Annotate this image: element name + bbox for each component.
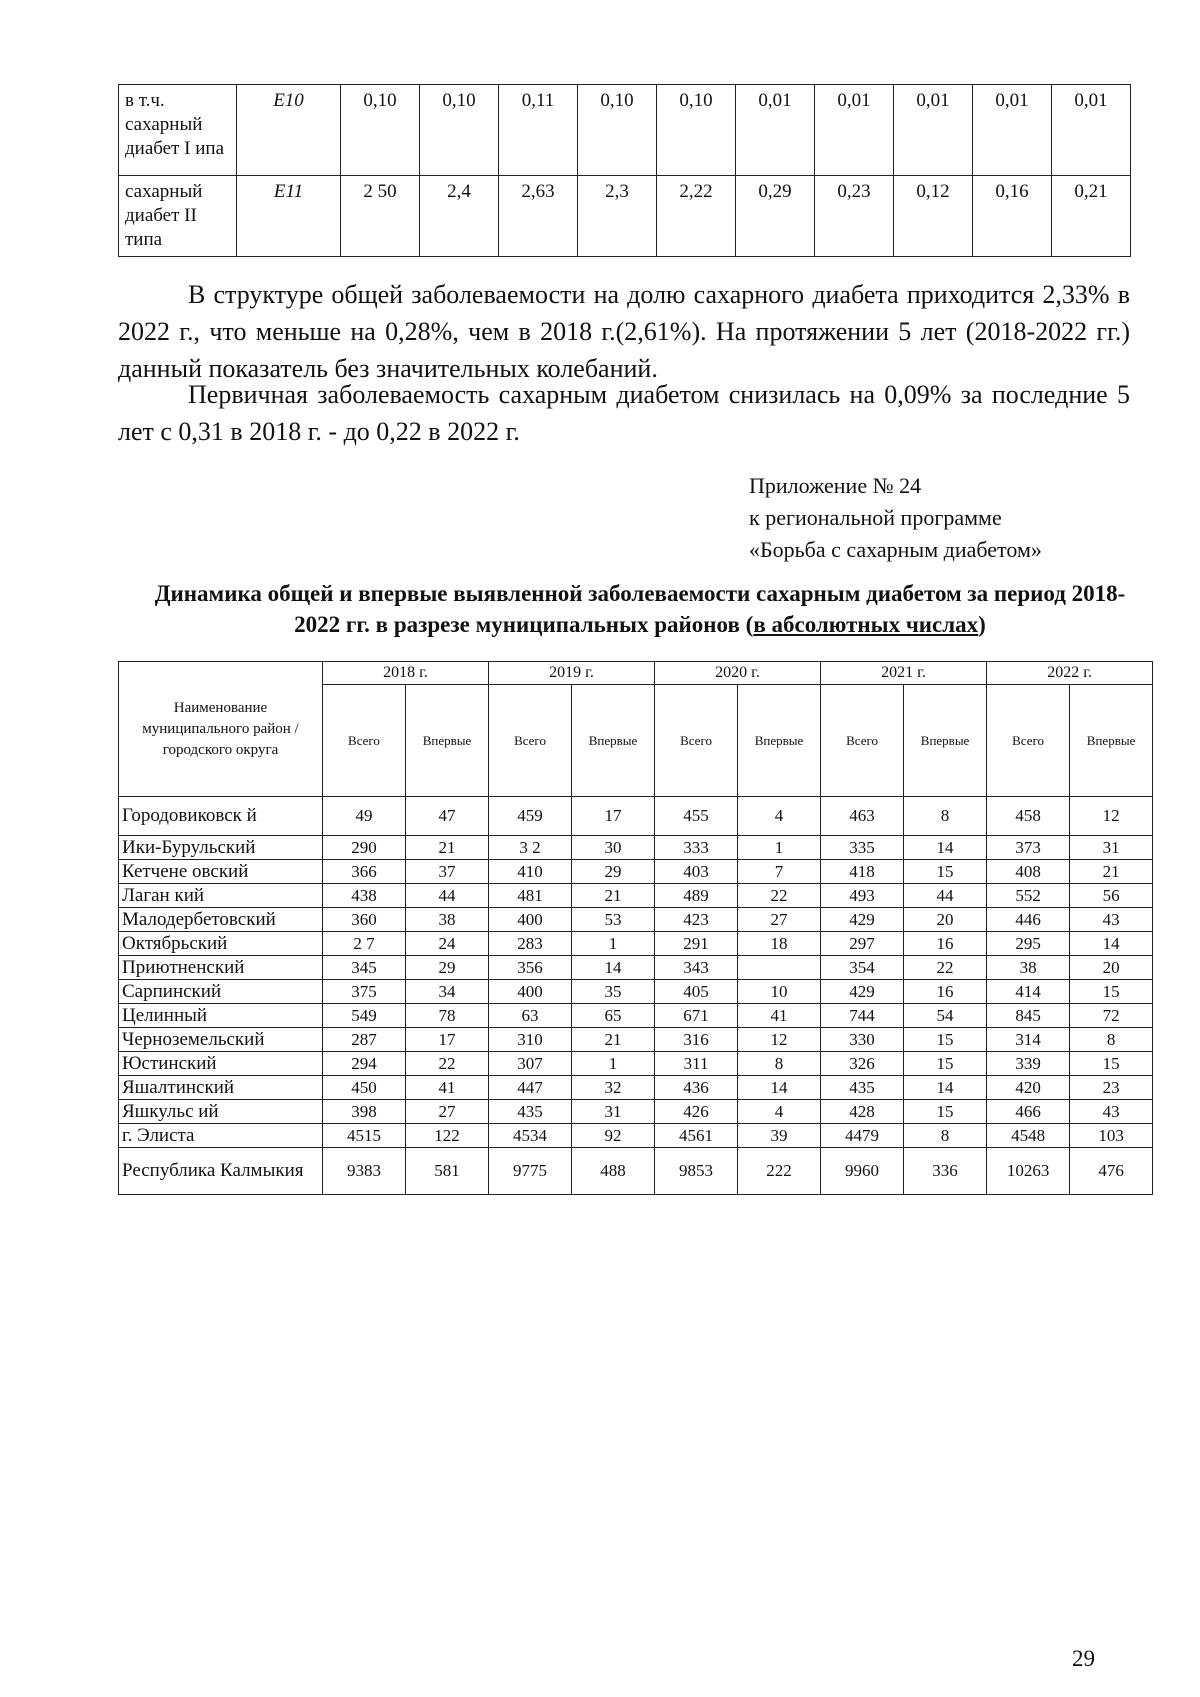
table-cell: 671	[655, 1004, 738, 1028]
column-header-total: Всего	[655, 685, 738, 797]
table-row	[119, 956, 1153, 980]
icd-code: E10	[237, 85, 341, 176]
table-cell: 9383	[323, 1148, 406, 1195]
table-cell	[738, 956, 821, 980]
table-cell: 23	[1070, 1076, 1153, 1100]
table-cell: 12	[1070, 797, 1153, 836]
table-cell: 420	[987, 1076, 1070, 1100]
header-row-years	[119, 662, 1153, 685]
table-cell: 2 7	[323, 932, 406, 956]
table-cell: 39	[738, 1124, 821, 1148]
table-cell: 20	[1070, 956, 1153, 980]
district-name: Целинный	[119, 1004, 323, 1028]
table-cell: 44	[904, 884, 987, 908]
table-cell: 56	[1070, 884, 1153, 908]
table-cell: 476	[1070, 1148, 1153, 1195]
table-cell: 335	[821, 836, 904, 860]
table-cell: 326	[821, 1052, 904, 1076]
table-cell: 14	[1070, 932, 1153, 956]
district-name: Яшалтинский	[119, 1076, 323, 1100]
table-row	[119, 85, 1131, 176]
column-header-total: Всего	[821, 685, 904, 797]
table-cell: 21	[572, 884, 655, 908]
table-cell: 336	[904, 1148, 987, 1195]
table-cell: 49	[323, 797, 406, 836]
table-cell: 27	[738, 908, 821, 932]
table-cell: 122	[406, 1124, 489, 1148]
table-cell: 310	[489, 1028, 572, 1052]
district-name: Кетчене овский	[119, 860, 323, 884]
table-cell: 20	[904, 908, 987, 932]
table-cell: 447	[489, 1076, 572, 1100]
appendix-note	[749, 470, 1042, 566]
table-cell: 463	[821, 797, 904, 836]
table-cell: 2,22	[657, 176, 736, 257]
table-cell: 0,21	[1052, 176, 1131, 257]
table-cell: 4548	[987, 1124, 1070, 1148]
table-row	[119, 932, 1153, 956]
table-cell: 22	[406, 1052, 489, 1076]
row-name: сахарный диабет II типа	[119, 176, 237, 257]
title-underlined: в абсолютных числах	[753, 612, 979, 637]
table-cell: 316	[655, 1028, 738, 1052]
table-cell: 405	[655, 980, 738, 1004]
table-row	[119, 860, 1153, 884]
table-cell: 2,4	[420, 176, 499, 257]
table-cell: 0,01	[815, 85, 894, 176]
column-header-year: 2021 г.	[821, 662, 987, 685]
table-cell: 15	[904, 860, 987, 884]
table-cell: 30	[572, 836, 655, 860]
table-cell: 3 2	[489, 836, 572, 860]
table-cell: 4	[738, 797, 821, 836]
table-cell: 481	[489, 884, 572, 908]
district-name: Приютненский	[119, 956, 323, 980]
table-cell: 12	[738, 1028, 821, 1052]
table-cell: 343	[655, 956, 738, 980]
column-header-new: Впервые	[572, 685, 655, 797]
table-cell: 360	[323, 908, 406, 932]
column-header-year: 2020 г.	[655, 662, 821, 685]
table-cell: 4	[738, 1100, 821, 1124]
table-cell: 0,10	[578, 85, 657, 176]
table-cell: 428	[821, 1100, 904, 1124]
table-cell: 356	[489, 956, 572, 980]
table-row	[119, 1052, 1153, 1076]
table-cell: 16	[904, 980, 987, 1004]
table-cell: 488	[572, 1148, 655, 1195]
table-cell: 0,10	[341, 85, 420, 176]
paragraph-primary: Первичная заболеваемость сахарным диабетом снизилась на 0,09% за последние 5 лет с 0,31 в 2018 г. - до 0,22 в 2022 г.	[118, 380, 1130, 446]
table-cell: 414	[987, 980, 1070, 1004]
table-cell: 423	[655, 908, 738, 932]
table-row	[119, 1100, 1153, 1124]
district-name: Яшкульс ий	[119, 1100, 323, 1124]
table-row	[119, 1028, 1153, 1052]
table-row	[119, 884, 1153, 908]
table-cell: 0,12	[894, 176, 973, 257]
table-cell: 466	[987, 1100, 1070, 1124]
table-cell: 15	[904, 1028, 987, 1052]
icd-code: E11	[237, 176, 341, 257]
table-row	[119, 980, 1153, 1004]
table-cell: 400	[489, 980, 572, 1004]
appendix-line: «Борьба с сахарным диабетом»	[749, 537, 1042, 562]
table-cell: 10	[738, 980, 821, 1004]
table-cell: 403	[655, 860, 738, 884]
table-cell: 18	[738, 932, 821, 956]
incidence-table	[118, 661, 1153, 1195]
table-cell: 1	[572, 932, 655, 956]
table-cell: 418	[821, 860, 904, 884]
continuation-table	[118, 84, 1131, 257]
table-cell: 373	[987, 836, 1070, 860]
table-cell: 103	[1070, 1124, 1153, 1148]
table-cell: 222	[738, 1148, 821, 1195]
table-cell: 398	[323, 1100, 406, 1124]
table-cell: 333	[655, 836, 738, 860]
table-cell: 17	[406, 1028, 489, 1052]
table-cell: 14	[572, 956, 655, 980]
table-cell: 72	[1070, 1004, 1153, 1028]
table-row	[119, 1076, 1153, 1100]
table-cell: 32	[572, 1076, 655, 1100]
table-row	[119, 1148, 1153, 1195]
table-cell: 22	[904, 956, 987, 980]
table-cell: 4479	[821, 1124, 904, 1148]
table-cell: 4515	[323, 1124, 406, 1148]
table-cell: 0,16	[973, 176, 1052, 257]
table-cell: 375	[323, 980, 406, 1004]
table-cell: 307	[489, 1052, 572, 1076]
table-cell: 845	[987, 1004, 1070, 1028]
column-header-name: Наименование муниципального район / городского округа	[119, 662, 323, 797]
table-cell: 0,01	[736, 85, 815, 176]
table-cell: 426	[655, 1100, 738, 1124]
table-cell: 15	[904, 1100, 987, 1124]
page-number: 29	[1072, 1646, 1095, 1671]
table-cell: 435	[489, 1100, 572, 1124]
table-cell: 400	[489, 908, 572, 932]
column-header-year: 2022 г.	[987, 662, 1153, 685]
table-cell: 744	[821, 1004, 904, 1028]
table-cell: 330	[821, 1028, 904, 1052]
table-cell: 436	[655, 1076, 738, 1100]
table-cell: 345	[323, 956, 406, 980]
table-cell: 552	[987, 884, 1070, 908]
table-cell: 311	[655, 1052, 738, 1076]
table-cell: 4534	[489, 1124, 572, 1148]
table-cell: 438	[323, 884, 406, 908]
table-cell: 408	[987, 860, 1070, 884]
table-cell: 14	[738, 1076, 821, 1100]
table-cell: 294	[323, 1052, 406, 1076]
table-cell: 0,01	[973, 85, 1052, 176]
table-cell: 581	[406, 1148, 489, 1195]
district-name: Лаган кий	[119, 884, 323, 908]
table-cell: 1	[738, 836, 821, 860]
appendix-line: к региональной программе	[749, 505, 1002, 530]
table-cell: 15	[904, 1052, 987, 1076]
table-row	[119, 1004, 1153, 1028]
table-cell: 15	[1070, 980, 1153, 1004]
column-header-new: Впервые	[406, 685, 489, 797]
table-cell: 65	[572, 1004, 655, 1028]
table-cell: 35	[572, 980, 655, 1004]
table-cell: 29	[406, 956, 489, 980]
table-cell: 27	[406, 1100, 489, 1124]
table-cell: 450	[323, 1076, 406, 1100]
table-cell: 8	[1070, 1028, 1153, 1052]
table-cell: 410	[489, 860, 572, 884]
table-cell: 283	[489, 932, 572, 956]
table-cell: 24	[406, 932, 489, 956]
district-name: г. Элиста	[119, 1124, 323, 1148]
table-cell: 297	[821, 932, 904, 956]
table-cell: 53	[572, 908, 655, 932]
table-cell: 0,01	[894, 85, 973, 176]
table-cell: 41	[738, 1004, 821, 1028]
table-cell: 8	[904, 1124, 987, 1148]
table-cell: 2,3	[578, 176, 657, 257]
table-cell: 7	[738, 860, 821, 884]
table-cell: 43	[1070, 908, 1153, 932]
table-cell: 4561	[655, 1124, 738, 1148]
column-header-new: Впервые	[738, 685, 821, 797]
district-name: Ики-Бурульский	[119, 836, 323, 860]
table-cell: 14	[904, 836, 987, 860]
table-cell: 295	[987, 932, 1070, 956]
column-header-new: Впервые	[904, 685, 987, 797]
table-row	[119, 908, 1153, 932]
table-cell: 458	[987, 797, 1070, 836]
table-cell: 21	[406, 836, 489, 860]
table-cell: 44	[406, 884, 489, 908]
table-cell: 9960	[821, 1148, 904, 1195]
table-cell: 1	[572, 1052, 655, 1076]
table-row	[119, 836, 1153, 860]
table-cell: 14	[904, 1076, 987, 1100]
column-header-total: Всего	[489, 685, 572, 797]
appendix-line: Приложение № 24	[749, 473, 922, 498]
district-name: Черноземельский	[119, 1028, 323, 1052]
table-cell: 429	[821, 980, 904, 1004]
table-cell: 54	[904, 1004, 987, 1028]
table-cell: 43	[1070, 1100, 1153, 1124]
table-cell: 38	[987, 956, 1070, 980]
table-cell: 429	[821, 908, 904, 932]
district-name: Республика Калмыкия	[119, 1148, 323, 1195]
table-cell: 459	[489, 797, 572, 836]
table-cell: 8	[738, 1052, 821, 1076]
table-cell: 0,10	[420, 85, 499, 176]
table-cell: 9775	[489, 1148, 572, 1195]
table-cell: 8	[904, 797, 987, 836]
table-cell: 78	[406, 1004, 489, 1028]
table-cell: 31	[572, 1100, 655, 1124]
table-cell: 0,01	[1052, 85, 1131, 176]
column-header-year: 2018 г.	[323, 662, 489, 685]
table-cell: 493	[821, 884, 904, 908]
table-row	[119, 176, 1131, 257]
table-cell: 435	[821, 1076, 904, 1100]
column-header-year: 2019 г.	[489, 662, 655, 685]
table-cell: 549	[323, 1004, 406, 1028]
table-cell: 314	[987, 1028, 1070, 1052]
table-cell: 339	[987, 1052, 1070, 1076]
table-cell: 9853	[655, 1148, 738, 1195]
column-header-total: Всего	[987, 685, 1070, 797]
table-cell: 455	[655, 797, 738, 836]
district-name: Юстинский	[119, 1052, 323, 1076]
table-cell: 41	[406, 1076, 489, 1100]
table-cell: 21	[572, 1028, 655, 1052]
table-cell: 37	[406, 860, 489, 884]
table-cell: 0,10	[657, 85, 736, 176]
table-row	[119, 1124, 1153, 1148]
table-cell: 287	[323, 1028, 406, 1052]
table-cell: 47	[406, 797, 489, 836]
row-name: в т.ч. сахарный диабет I ипа	[119, 85, 237, 176]
table-cell: 38	[406, 908, 489, 932]
table-cell: 29	[572, 860, 655, 884]
table-cell: 34	[406, 980, 489, 1004]
table-cell: 0,23	[815, 176, 894, 257]
table-cell: 354	[821, 956, 904, 980]
table-cell: 291	[655, 932, 738, 956]
table-cell: 446	[987, 908, 1070, 932]
table-cell: 0,11	[499, 85, 578, 176]
table-cell: 489	[655, 884, 738, 908]
district-name: Городовиковск й	[119, 797, 323, 836]
table-cell: 92	[572, 1124, 655, 1148]
district-name: Малодербетовский	[119, 908, 323, 932]
table-cell: 2 50	[341, 176, 420, 257]
table-cell: 2,63	[499, 176, 578, 257]
district-name: Октябрьский	[119, 932, 323, 956]
table-title: Динамика общей и впервые выявленной заболеваемости сахарным диабетом за период 2018-2022 гг. в разрезе муниципальных районов (в абсолютных числах)	[154, 581, 1126, 637]
table-cell: 10263	[987, 1148, 1070, 1195]
district-name: Сарпинский	[119, 980, 323, 1004]
table-cell: 290	[323, 836, 406, 860]
paragraph-structure: В структуре общей заболеваемости на долю сахарного диабета приходится 2,33% в 2022 г., что меньше на 0,28%, чем в 2018 г.(2,61%). На протяжении 5 лет (2018-2022 гг.) данный показатель без значительных колебаний.	[118, 280, 1130, 383]
table-cell: 31	[1070, 836, 1153, 860]
column-header-new: Впервые	[1070, 685, 1153, 797]
table-cell: 15	[1070, 1052, 1153, 1076]
table-cell: 22	[738, 884, 821, 908]
table-cell: 16	[904, 932, 987, 956]
table-cell: 21	[1070, 860, 1153, 884]
table-cell: 366	[323, 860, 406, 884]
column-header-total: Всего	[323, 685, 406, 797]
table-cell: 17	[572, 797, 655, 836]
table-row	[119, 797, 1153, 836]
table-cell: 0,29	[736, 176, 815, 257]
table-cell: 63	[489, 1004, 572, 1028]
